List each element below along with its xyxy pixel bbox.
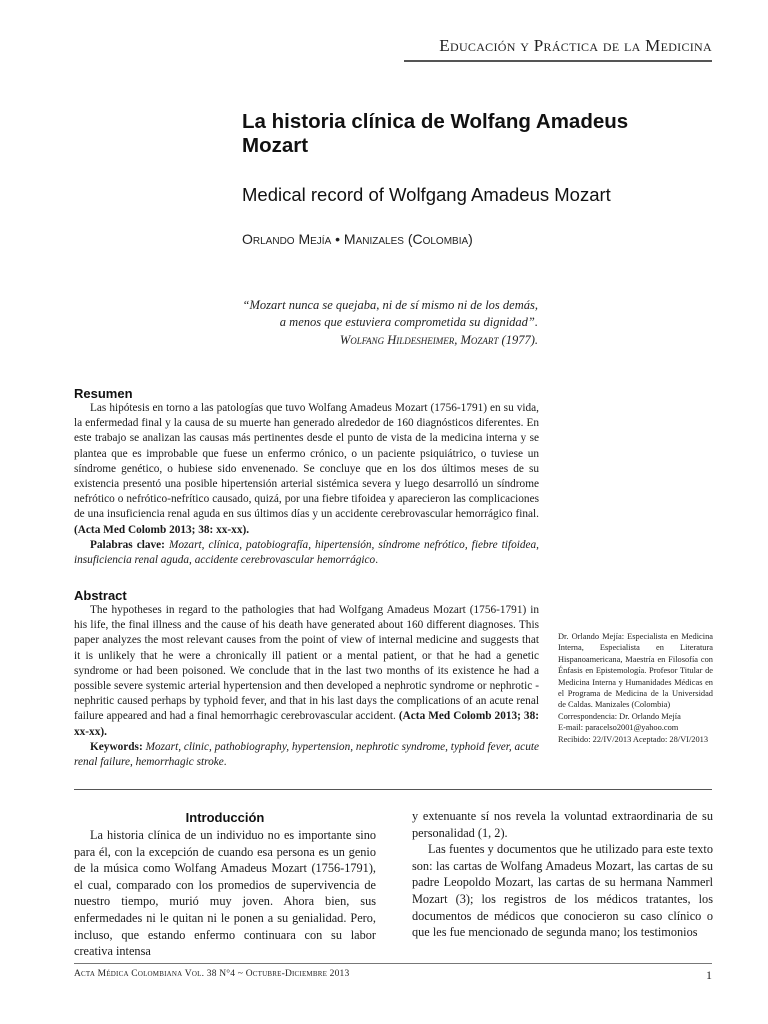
affiliation-correspondence: Correspondencia: Dr. Orlando Mejía <box>558 711 681 721</box>
affiliation-email: E-mail: paracelso2001@yahoo.com <box>558 723 679 733</box>
article-title-es: La historia clínica de Wolfang Amadeus Mozart <box>242 110 629 157</box>
abstract-heading: Abstract <box>74 588 127 603</box>
epigraph-source: Wolfang Hildesheimer, Mozart (1977). <box>339 333 538 347</box>
abstract-keywords <box>74 740 539 770</box>
affiliation-bio: Dr. Orlando Mejía: Especialista en Medicina Interna, Especialista en Literatura Hispanoamericana, Maestría en Filosofía con Énfasis en Epistemología. Profesor Titular de Medicina Interna y Humanidades Médicas en el Programa de Medicina de la Universidad de Caldas. Manizales (Colombia) <box>558 632 713 710</box>
intro-heading: Introducción <box>185 810 265 825</box>
abstract-citation: (Acta Med Colomb 2013; 38: xx-xx). <box>74 710 539 738</box>
abstract-body: The hypotheses in regard to the pathologies that had Wolfgang Amadeus Mozart (1756-1791) in his life, the final illness and the cause of his death have generated about 160 different diagnoses. This paper analyzes the most relevant causes from the point of view of internal medicine and suggests that it is unlikely that he were a chronically ill patient or a mental patient, or that he had a genetic syndrome or had been poisoned. We conclude that in the last two months of its existence he had a possible severe systemic arterial hypertension and then developed a nephrotic syndrome or nephrotic - nephritic caused perhaps by typhoid fever, and that in his last days the complications of an acute renal failure appeared and had a final hemorrhagic cerebrovascular accident. <box>74 604 539 723</box>
intro-col1-text: La historia clínica de un individuo no es importante sino para él, con la excepción de cuando esa persona es un genio de la música como Wolfang Amadeus Mozart (1756-1791), el cual, comparado con los promedios de supervivencia de nuestro tiempo, murió muy joven. Ahora bien, sus enfermedades ni le quitan ni le ponen a su genialidad. Pero, incluso, que estando enfermo continuara con su labor creativa intensa <box>74 828 376 959</box>
article-title-en: Medical record of Wolfgang Amadeus Mozart <box>242 184 611 205</box>
page-number: 1 <box>706 968 712 982</box>
intro-column-1 <box>74 810 376 960</box>
epigraph <box>218 297 538 349</box>
abstract-text <box>74 603 539 740</box>
resumen-section <box>74 386 539 568</box>
abstract-keywords-label: Keywords: <box>90 740 143 753</box>
resumen-keywords-end: . <box>375 554 379 567</box>
section-label: Educación y Práctica de la Medicina <box>439 36 712 55</box>
epigraph-line-2: a menos que estuviera comprometida su dignidad”. <box>279 315 538 329</box>
epigraph-line-1: “Mozart nunca se quejaba, ni de sí mismo ni de los demás, <box>242 298 538 312</box>
resumen-citation: (Acta Med Colomb 2013; 38: xx-xx). <box>74 523 250 536</box>
article-authors: Orlando Mejía • Manizales (Colombia) <box>242 231 473 247</box>
resumen-heading: Resumen <box>74 386 133 401</box>
intro-col2-p1: y extenuante sí nos revela la voluntad extraordinaria de su personalidad (1, 2). <box>412 809 713 840</box>
resumen-body: Las hipótesis en torno a las patologías que tuvo Wolfang Amadeus Mozart (1756-1791) en su vida, la enfermedad final y la causa de su muerte han generado alrededor de 160 diagnósticos diferentes. En este trabajo se analizan las causas más pertinentes desde el punto de vista de la medicina interna y se plantea que es improbable que fuese un enfermo crónico, o un paciente psiquiátrico, o tuviese un síndrome genético, o hubiese sido envenenado. Se concluye que en los dos últimos meses de su existencia presentó una posible hipertensión arterial sistémica severa y luego desarrolló un síndrome nefrótico o nefrótico-nefrítico causado, quizá, por una fiebre tifoidea y aparecieron las complicaciones de una insuficiencia renal aguda en sus últimos días y un accidente cerebrovascular hemorrágico final. <box>74 402 539 521</box>
header-rule <box>404 60 712 62</box>
abstract-keywords-end: . <box>223 756 227 769</box>
intro-col2-p2: Las fuentes y documentos que he utilizado para este texto son: las cartas de Wolfang Amadeus Mozart, las cartas de su padre Leopoldo Mozart, las cartas de su hermana Nammerl Mozart (3); los registros de los médicos tratantes, los documentos de médicos que conocieron su caso clínico o que les fue mencionado de segunda mano; los testimonios <box>412 842 713 940</box>
resumen-text <box>74 401 539 538</box>
footer-rule <box>74 963 712 964</box>
resumen-keywords-label: Palabras clave: <box>90 538 165 551</box>
affiliation-dates: Recibido: 22/IV/2013 Aceptado: 28/VI/2013 <box>558 734 709 744</box>
resumen-keywords-list: Mozart, clínica, patobiografía, hipertensión, síndrome nefrótico, fiebre tifoidea, insuficiencia renal aguda, accidente cerebrovascular hemorrágico <box>74 538 539 567</box>
abstract-section <box>74 588 539 770</box>
intro-column-2 <box>412 808 713 941</box>
resumen-keywords <box>74 538 539 568</box>
body-divider <box>74 789 712 790</box>
author-affiliation <box>558 631 713 745</box>
abstract-keywords-list: Mozart, clinic, pathobiography, hypertension, nephrotic syndrome, typhoid fever, acute renal failure, hemorrhagic stroke <box>74 740 540 769</box>
journal-footer: Acta Médica Colombiana Vol. 38 N°4 ~ Octubre-Diciembre 2013 <box>74 969 350 979</box>
